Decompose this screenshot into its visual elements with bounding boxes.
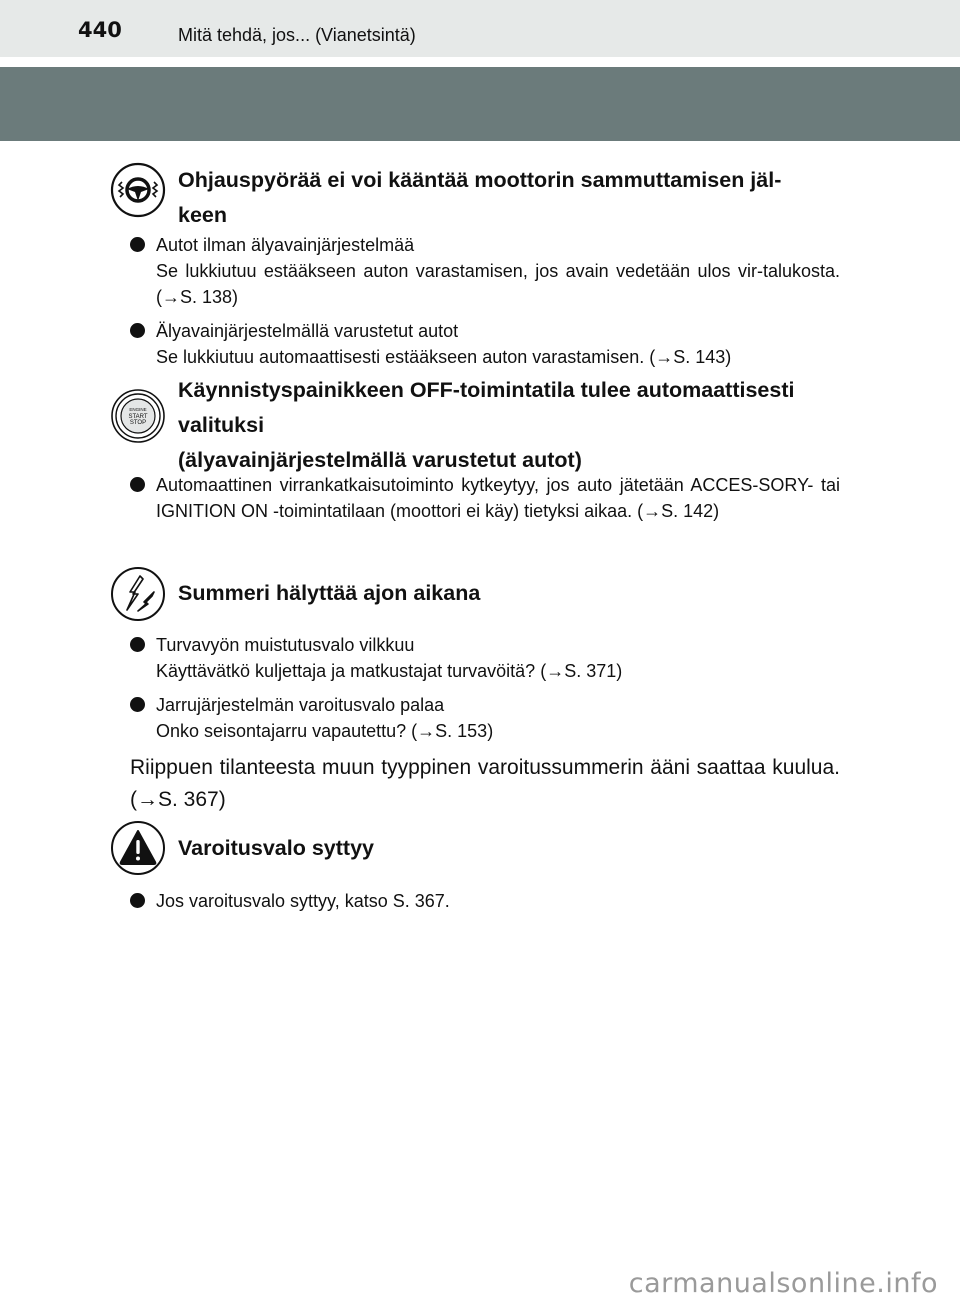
bullet-icon [130,323,145,338]
heading-steering-lock [178,163,840,233]
list-item [130,318,840,370]
bullet-title: Autot ilman älyavainjärjestelmää [156,235,415,255]
warning-triangle-icon [110,820,166,876]
svg-text:STOP: STOP [129,420,147,426]
svg-text:START: START [128,414,148,420]
note-paragraph: Riippuen tilanteesta muun tyyppinen varoitussummerin ääni saattaa kuulua. (→S. 367) [130,756,840,811]
heading-line: Varoitusvalo syttyy [178,836,374,860]
bullet-text: Käyttävätkö kuljettaja ja matkustajat turvavöitä? (→S. 371) [156,661,623,681]
list-item [130,472,840,524]
bullet-title: Älyavainjärjestelmällä varustetut autot [156,321,459,341]
heading-line: Summeri hälyttää ajon aikana [178,581,481,605]
steering-wheel-lock-icon [110,162,166,218]
bullet-text: Se lukkiutuu automaattisesti estääkseen auton varastamisen. (→S. 143) [156,347,732,367]
engine-start-stop-icon [110,388,166,444]
bullet-icon [130,697,145,712]
svg-text:ENGINE: ENGINE [129,407,147,412]
bullet-text: Se lukkiutuu estääkseen auton varastamisen, jos avain vedetään ulos vir-talukosta. (→S. 138) [156,261,840,307]
heading-line: Ohjauspyörää ei voi kääntää moottorin sammuttamisen jäl- [178,168,782,192]
list-item [130,888,840,914]
bullet-text: Automaattinen virrankatkaisutoiminto kytkeytyy, jos auto jätetään ACCES-SORY- tai IGNITION ON -toimintatilaan (moottori ei käy) tietyksi aikaa. (→S. 142) [156,475,840,521]
list-item [130,632,840,684]
heading-buzzer [178,576,840,611]
bullet-text: Onko seisontajarru vapautettu? (→S. 153) [156,721,494,741]
bullet-text: Jos varoitusvalo syttyy, katso S. 367. [156,891,450,911]
list-item [130,232,840,310]
heading-start-button-off [178,373,840,478]
bullet-title: Jarrujärjestelmän varoitusvalo palaa [156,695,445,715]
heading-line: valituksi [178,413,265,437]
bullet-title: Turvavyön muistutusvalo vilkkuu [156,635,415,655]
bullet-icon [130,477,145,492]
heading-line: Käynnistyspainikkeen OFF-toimintatila tulee automaattisesti [178,378,795,402]
bullet-icon [130,893,145,908]
page-number: 440 [78,18,122,42]
buzzer-icon [110,566,166,622]
page-header [0,0,960,57]
heading-line: keen [178,203,228,227]
section-title: Mitä tehdä, jos... (Vianetsintä) [178,25,416,45]
bullet-icon [130,637,145,652]
header-band [0,67,960,141]
list-item [130,692,840,744]
heading-warning-light [178,831,840,866]
heading-line: (älyavainjärjestelmällä varustetut autot) [178,448,582,472]
watermark: carmanualsonline.info [628,1268,938,1299]
bullet-icon [130,237,145,252]
